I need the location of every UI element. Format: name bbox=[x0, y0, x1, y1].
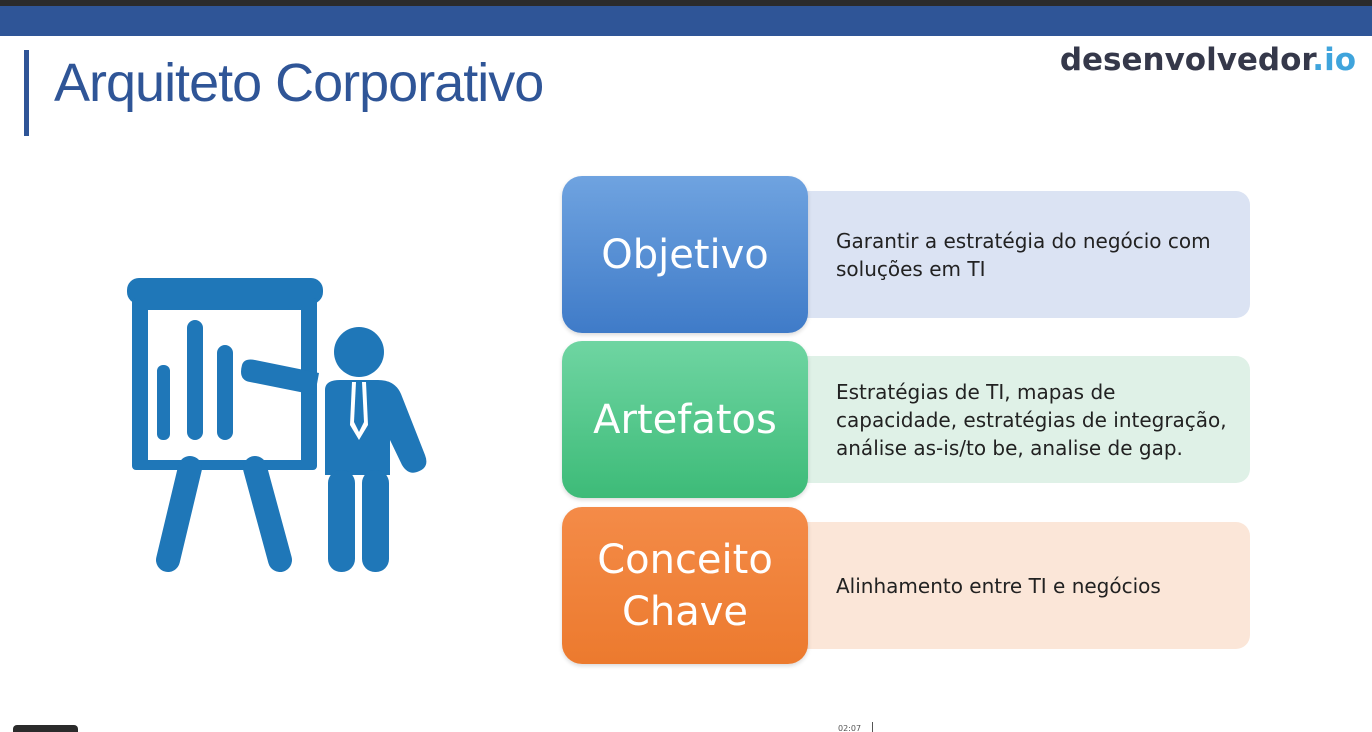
presenter-head bbox=[334, 327, 384, 377]
presenter-torso bbox=[325, 380, 426, 475]
slide-title: Arquiteto Corporativo bbox=[54, 53, 544, 113]
objetivo-label: Objetivo bbox=[562, 176, 808, 333]
progress-marker bbox=[872, 722, 873, 732]
artefatos-description: Estratégias de TI, mapas de capacidade, estratégias de integração, análise as-is/to be, analise de gap. bbox=[786, 356, 1250, 483]
time-stamp: 02:07 bbox=[838, 724, 862, 732]
presenter-leg-left bbox=[328, 470, 355, 572]
chart-bar-1 bbox=[157, 365, 170, 440]
logo-name: desenvolvedor bbox=[1059, 42, 1313, 78]
presenter-chart-icon bbox=[120, 270, 440, 590]
brand-logo bbox=[1060, 42, 1356, 78]
title-accent-bar bbox=[24, 50, 29, 136]
player-control-tab[interactable] bbox=[13, 725, 78, 732]
objetivo-description: Garantir a estratégia do negócio com soluções em TI bbox=[786, 191, 1250, 318]
chart-bar-2 bbox=[187, 320, 203, 440]
chart-bar-3 bbox=[217, 345, 233, 440]
logo-tld: .io bbox=[1312, 42, 1356, 78]
header-bar bbox=[0, 6, 1372, 36]
artefatos-label: Artefatos bbox=[562, 341, 808, 498]
easel-leg-left bbox=[168, 468, 190, 560]
presenter-leg-right bbox=[362, 470, 389, 572]
easel-leg-right bbox=[255, 468, 280, 560]
conceito-chave-label: Conceito Chave bbox=[562, 507, 808, 664]
conceito-chave-description: Alinhamento entre TI e negócios bbox=[786, 522, 1250, 649]
